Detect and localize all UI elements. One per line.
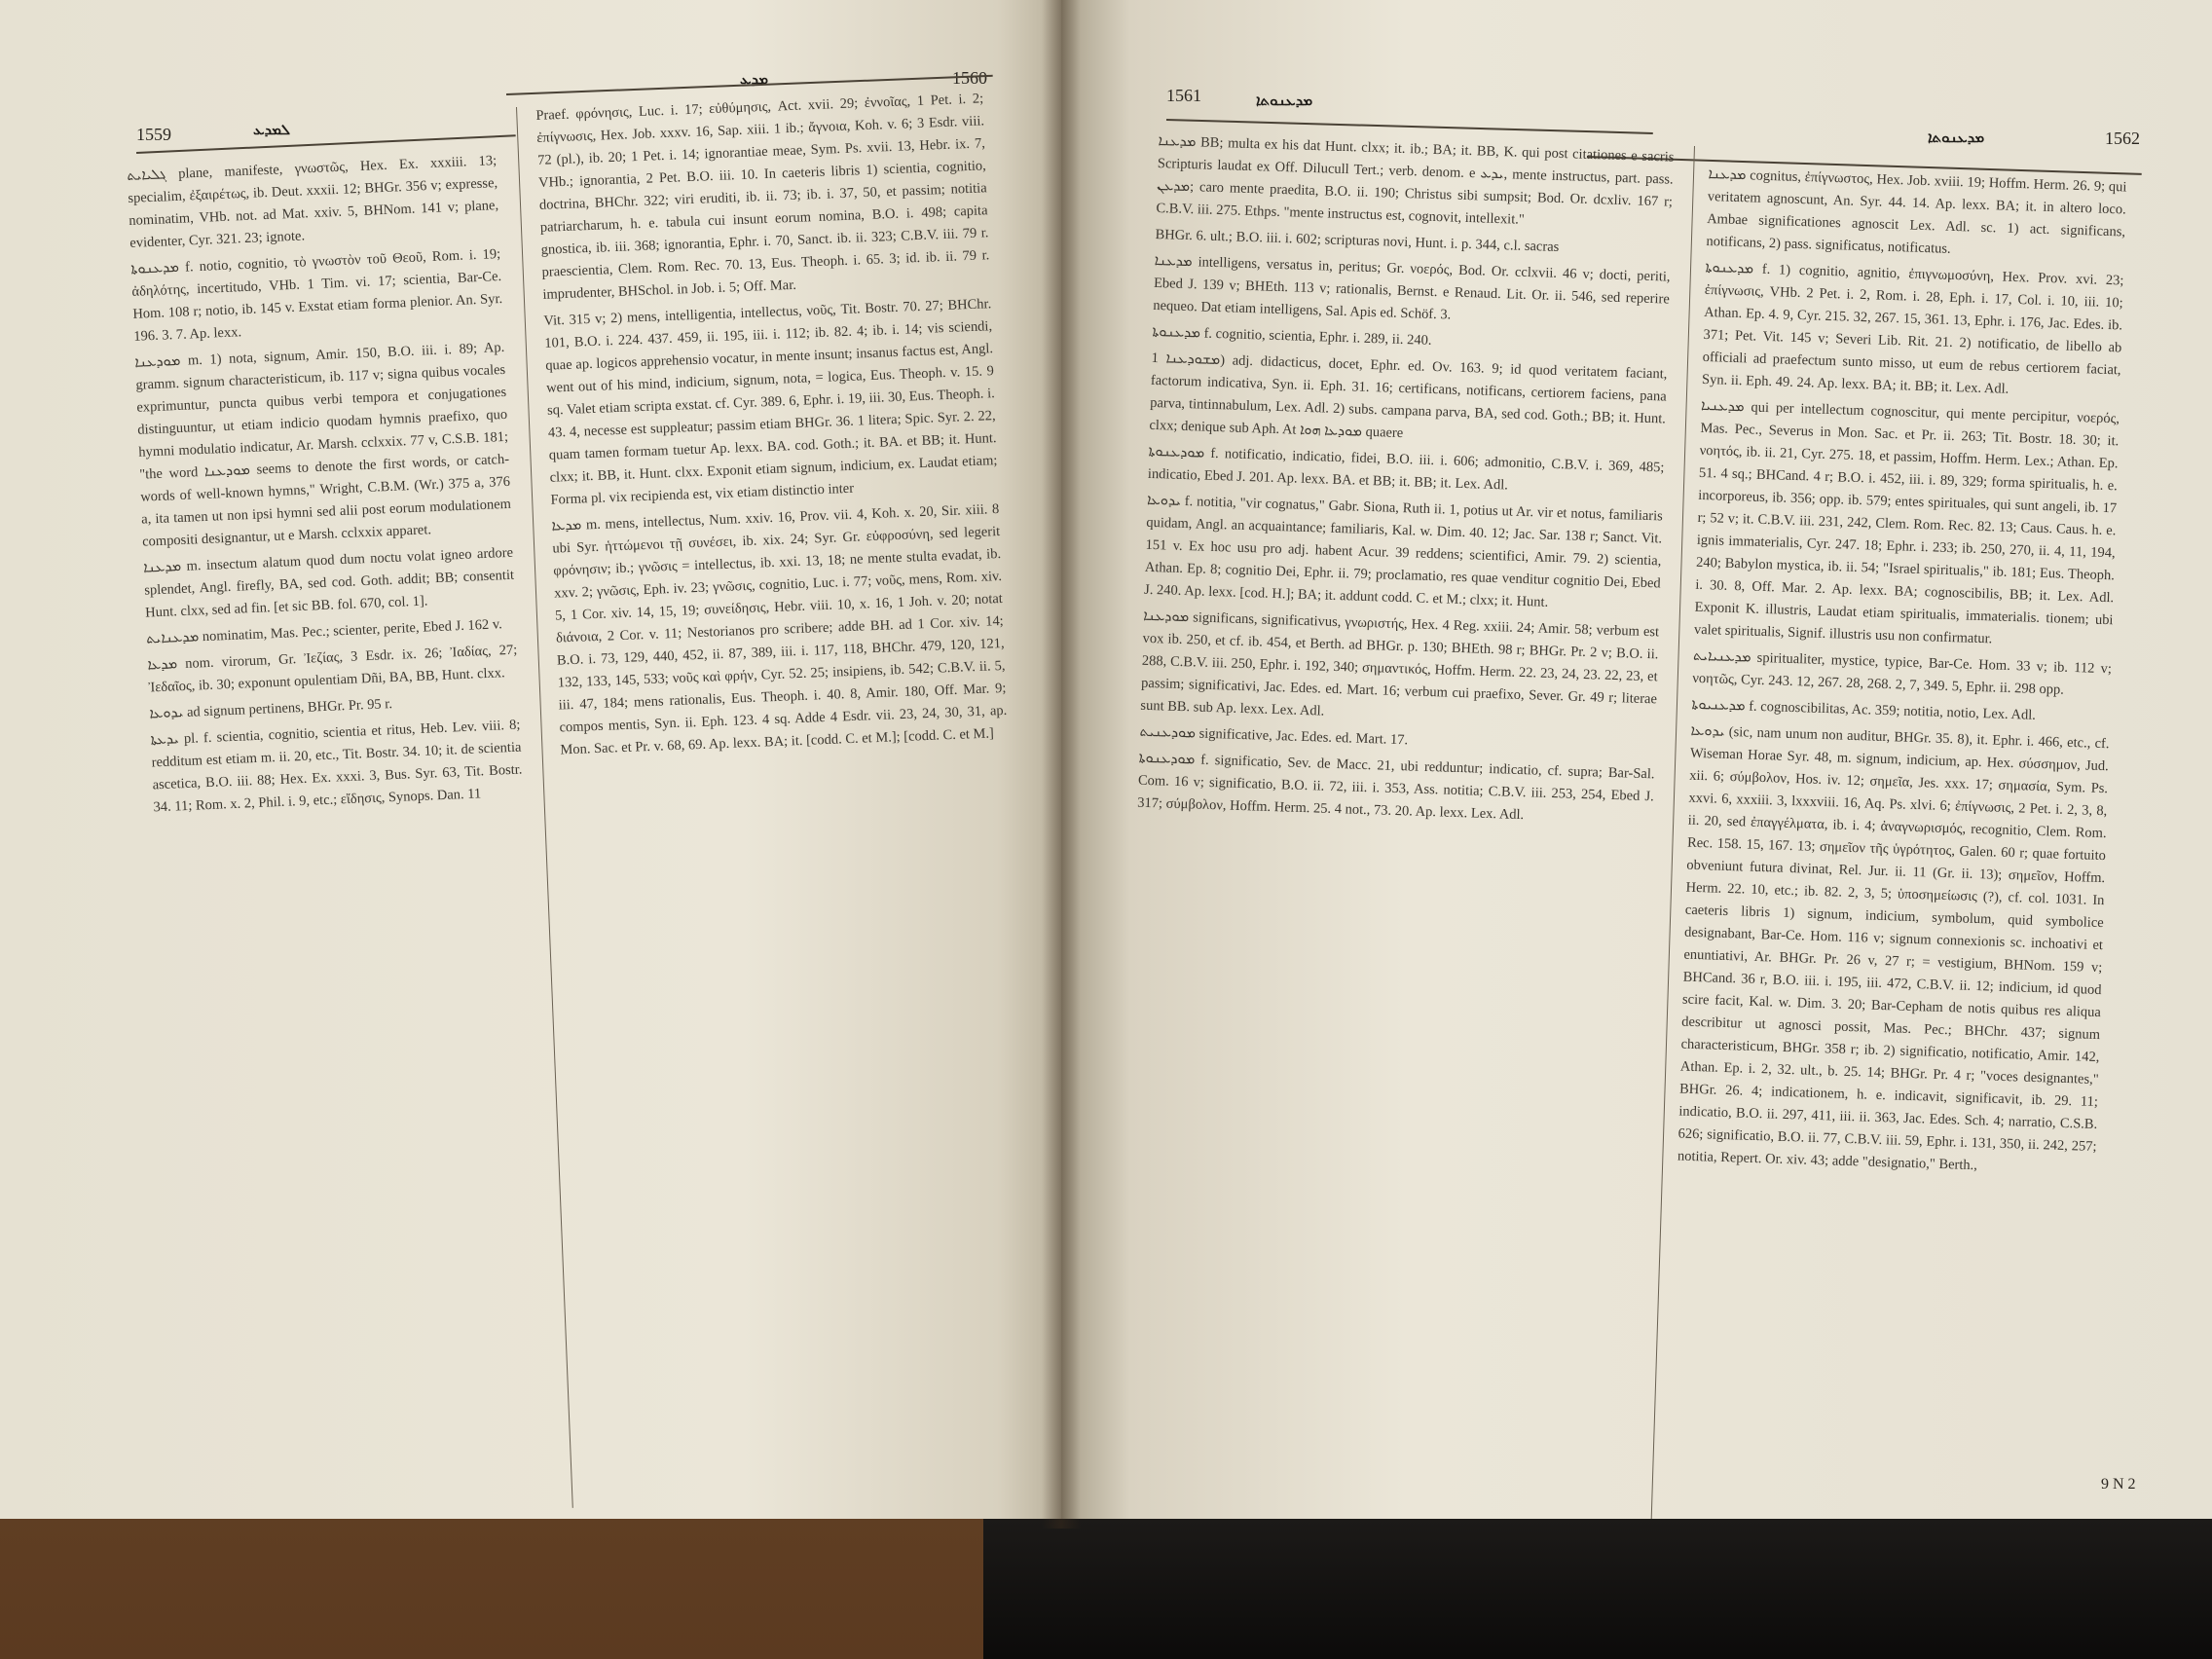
entry-paragraph: ܡܫܘܕܥܢܐ 1) adj. didacticus, docet, Ephr. ed. Ov. 163. 9; id quod veritatem faciant, factorum indicativa, Syn. ii. Eph. 31. 16; certificans, notificans, certiorem faciens, pana parva, tintinnabulum, Lex. Adl. 2) subs. campana parva, BA, sed cod. Goth.; BB; it. Hunt. clxx; denique sub Aph. At ܡܘܕܥܐ ܗܘܐ quaere: [1149, 350, 1668, 442]
entry-paragraph: Praef. φρόνησις, Luc. i. 17; εὐθύμησις, Act. xvii. 29; ἐννοῖας, 1 Pet. i. 2; ἐπίγνωσις, Hex. Job. xxxv. 16, Sap. xiii. 1 ib.; ἄγνοια, Koh. v. 6; 3 Esdr. viii. 72 (pl.), ib. 20; 1 Pet. i. 14; ignorantiae meae, Sym. Ps. xvii. 13, Hebr. ix. 7, VHb.; ignorantia, 2 Pet. B.O. iii. 10. In caeteris libris 1) scientia, cognitio, doctrina, BHChr. 322; viri eruditi, ib. ii. 73; ib. i. 37, 50, et passim; notitia patriarcharum, h. e. tabula cui insunt eorum nomina, B.O. i. 498; capita gnostica, ib. iii. 368; ignorantia, Ephr. i. 70, Sanct. ib. ii. 323; C.B.V. iii. 79 r. praescientia, Clem. Rom. Rec. 70. 13, Eus. Theoph. i. 65. 3; id. ib. ii. 79 r. imprudenter, BHSchol. in Job. i. 5; Off. Mar.: [535, 91, 990, 303]
entry-paragraph: BHGr. 6. ult.; B.O. iii. i. 602; scripturas novi, Hunt. i. p. 344, c.l. sacras: [1155, 226, 1560, 255]
entry-paragraph: ܓܠܝܐܝܬ plane, manifeste, γνωστῶς, Hex. Ex. xxxiii. 13; specialim, ἐξαιρέτως, ib. Deut. xxxii. 12; BHGr. 356 v; expresse, nominatim, VHb. not. ad Mat. xxiv. 5, BHNom. 141 v; plane, evidenter, Cyr. 321. 23; ignote.: [127, 153, 499, 251]
entry-paragraph: ܡܕܥܢܘܬܐ f. cognitio, scientia, Ephr. i. 289, ii. 240.: [1152, 323, 1432, 349]
entry-paragraph: ܡܕܥܢܐ intelligens, versatus in, peritus; Gr. νοερός, Bod. Or. cclxvii. 46 v; docti, periti, Ebed J. 139 v; BHEth. 113 v; rationalis, Bernst. e Renaud. Lit. Or. ii. 546, sed reperire nequeo. Dat etiam intelligens, Sal. Apis ed. Schöf. 3.: [1153, 252, 1671, 323]
entry-paragraph: ܝܕܘܥܐ ad signum pertinens, BHGr. Pr. 95 r.: [149, 696, 393, 722]
signature-mark: 9 N 2: [2101, 1476, 2136, 1493]
column-1561: [1117, 130, 1675, 1490]
book-cover: [983, 1499, 2212, 1659]
entry-paragraph: ܡܕܥܐ m. mens, intellectus, Num. xxiv. 16, Prov. vii. 4, Koh. x. 20, Sir. xiii. 8 ubi Syr. ἡττώμενοι τῇ συνέσει, ib. xix. 24; Syr. Gr. εὐφροσύνη, sed legerit φρόνησιν; ib.; γνῶσις = intellectus, ib. xxi. 13, 18; ne mente stulta evadat, ib. xxv. 2; γνῶσις, Eph. iv. 23; γνῶσις, cognitio, Luc. i. 77; νοῦς, mens, Rom. xiv. 5, 1 Cor. xiv. 14, 15, 19; συνείδησις, Hebr. viii. 10, x. 16, 1 Joh. v. 20; notat διάνοια, 2 Cor. v. 11; Nestorianos pro scribere; adde BH. ad 1 Cor. xiv. 14; B.O. i. 73, 129, 440, 452, ii. 87, 389, iii. i. 117, 118, BHChr. 479, 120, 121, 132, 133, 145, 533; νοῦς καὶ φρήν, Cyr. 52. 25; insipiens, ib. 542; C.B.V. ii. 5, iii. 47, 184; mens rationalis, Eus. Theoph. i. 40. 8, Amir. 180, Off. Mar. 9; compos mentis, Syn. ii. Eph. 123. 4 sq. Adde 4 Esdr. vii. 23, 24, 30, 31, ap. Mon. Sac. et Pr. v. 68, 69. Ap. lexx. BA; it. [codd. C. et M.]; [codd. C. et M.]: [551, 501, 1008, 758]
book-gutter: [1042, 0, 1081, 1529]
running-head-left-a: ܠܡܕܥ: [253, 121, 291, 138]
entry-paragraph: ܡܘܕܥܢܐ m. 1) nota, signum, Amir. 150, B.O. iii. i. 89; Ap. gramm. signum characteristicum, ib. 117 v; signa quibus vocales exprimuntur, puncta quibus verbi tempora et conjugationes distinguuntur, ut etiam indicio quodam hymnis praefixo, quo hymni modulatio indicatur, Ar. Marsh. cclxxix. 77 v, C.S.B. 181; "the word ܡܘܕܥܢܐ seems to denote the first words, or catch-words of well-known hymns," Wright, C.B.M. (Wr.) 375 a, 376 a, ita tamen ut non ipsi hymni sed alii post eorum modulationem compositi designantur, ut e Marsh. cclxxix apparet.: [134, 339, 512, 550]
right-page: [1061, 0, 2212, 1519]
page-number-1562: 1562: [2105, 129, 2140, 148]
entry-paragraph: ܡܕܥܢܘܬܐ f. 1) cognitio, agnitio, ἐπιγνωμοσύνη, Hex. Prov. xvi. 23; ἐπίγνωσις, VHb. 2 Pet. i. 2, Rom. i. 28, Eph. i. 17, Col. i. 10, iii. 10; Athan. Ep. 4. 9, Cyr. 215. 32, 267. 15, 361. 13, Ephr. i. 176, Jac. Edes. ib. 371; Pet. Vit. 145 v; Severi Lib. Rit. 21. 2) notificatio, de libello ab officiali ad praefectum sunto misso, ut eum de rebus certiorem faciat, Syn. ii. Eph. 49. 24. Ap. lexx. BA; it. BB; it. Lex. Adl.: [1701, 259, 2124, 397]
running-head-left-b: ܡܕܥ: [740, 70, 768, 88]
entry-paragraph: Vit. 315 v; 2) mens, intelligentia, intellectus, νοῦς, Tit. Bostr. 70. 27; BHChr. 101, B.O. i. 224. 437. 459, ii. 195, iii. i. 112; ib. 82. 4; ib. i. 14; vis sciendi, quae ap. logicos apprehensio vocatur, in mente insunt; insanus factus est, Angl. went out of his mind, indicium, signum, nota, = logica, Eus. Theoph. v. 15. 9 sq. Valet etiam scripta exstat. cf. Cyr. 389. 6, Ephr. i. 19, iii. 30, Eus. Theoph. i. 43. 4, necesse est suppleatur; passim etiam BHGr. 36. 1 litera; Spic. Syr. 2. 22, quam tamen formam tuetur Ap. lexx. BA. cod. Goth.; it. BA. et BB; it. Hunt. clxx; it. BB, it. Hunt. clxx. Exponit etiam signum, indicium, ex. Laudat etiam; Forma pl. vix recipienda est, vix etiam distinctio inter: [543, 296, 998, 508]
entry-paragraph: ܝܕܘܥܐ f. notitia, "vir cognatus," Gabr. Siona, Ruth ii. 1, potius ut Ar. vir et notus, familiaris quidam, Angl. an acquaintance; familiaris, Kal. w. Dim. 40. 12; Jac. Sar. 138 r; Sanct. Vit. 151 v. Ex hoc usu pro adj. habent Acur. 39 reddens; scientifici, Amir. 79. 2) scientia, Athan. Ep. 8; cognitio Dei, Ephr. ii. 79; proclamatio, res quae venditur cognitio Dei, Ebed J. 240. Ap. lexx. [cod. H.]; BA; it. addunt codd. C. et M.; clxx; it. Hunt.: [1143, 492, 1664, 610]
entry-paragraph: ܝܕܥܬܐ pl. f. scientia, cognitio, scientia et ritus, Heb. Lev. viii. 8; redditum est etiam m. ii. 20, etc., Tit. Bostr. 34. 10; it. de scientia ascetica, B.O. iii. 88; Hex. Ex. xxxi. 3, Bus. Syr. 63, Tit. Bostr. 34. 11; Rom. x. 2, Phil. i. 9, etc.; εἴδησις, Synops. Dan. 11: [150, 717, 523, 816]
entry-paragraph: ܡܕܥܢܝܘܬܐ f. cognoscibilitas, Ac. 359; notitia, notio, Lex. Adl.: [1691, 696, 2037, 723]
column-1562: [1669, 164, 2127, 1461]
page-number-1561: 1561: [1166, 86, 1201, 105]
entry-paragraph: ܡܕܥܐ nom. virorum, Gr. Ἰεζίας, 3 Esdr. ix. 26; Ἰαδίας, 27; Ἰεδαῖος, ib. 30; exponunt opulentiam Dñi, BA, BB, Hunt. clxx.: [147, 642, 518, 696]
entry-paragraph: ܡܕܥܢܘܬܐ f. notio, cognitio, τὸ γνωστὸν τοῦ Θεοῦ, Rom. i. 19; ἀδηλότης, incertitudo, VHb. 1 Tim. vi. 17; scientia, Bar-Ce. Hom. 108 r; notio, ib. 145 v. Exstat etiam forma plenior. An. Syr. 196. 3. 7. Ap. lexx.: [130, 246, 503, 345]
left-page: [0, 0, 1061, 1519]
entry-paragraph: ܝܕܘܥܐ (sic, nam unum non auditur, BHGr. 35. 8), it. Ephr. i. 466, etc., cf. Wiseman Horae Syr. 48, m. signum, indicium, ap. Hex. σύσσημον, Jud. xii. 6; σύμβολον, Hos. iv. 12; σημεῖα, Jes. xxx. 17; σημασία, Sym. Ps. xxvi. 6, xxxiii. 3, lxxxviii. 16, Aq. Ps. xlvi. 6; ἐπίγνωσις, 2 Pet. i. 2, 3, 8, ii. 20, sed ἐπαγγέλματα, ib. i. 4; ἀναγνωρισμός, recognitio, Clem. Rom. Rec. 158. 15, 167. 13; σημεῖον τῆς ὑγρότητος, Galen. 60 r; quae fortuito obveniunt futura divinat, Rel. Jur. ii. 11 (Gr. ii. 13); σημεῖον, Hoffm. Herm. 22. 10, etc.; ib. 82. 2, 3, 5; ὑποσημείωσις (?), cf. col. 1031. In caeteris libris 1) signum, indicium, symbolum, quid symbolice designabant, Bar-Ce. Hom. 116 v; signum connexionis sc. inchoativi et enuntiativi, Ar. BHGr. Pr. 26 v, 27 r; = vestigium, BHNom. 159 v; BHCand. 36 r, B.O. iii. i. 195, iii. 472, C.B.V. ii. 12; indicium, id quod scire facit, Kal. w. Dim. 3. 20; Bar-Cepham de notis quibus res aliqua describitur ut agnosci possit, Mas. Pec.; BHChr. 437; signum characteristicum, BHGr. 358 r; ib. 2) significatio, notificatio, Amir. 142, Athan. Ep. i. 2, 32. ult., b. 25. 14; BHGr. Pr. 4 r; "voces designantes," BHGr. 26. 4; indicationem, h. e. indicavit, significavit, ib. 29. 11; indicatio, B.O. ii. 297, 411, iii. ii. 363, Jac. Edes. Sch. 4; narratio, C.S.B. 626; significatio, B.O. ii. 77, C.B.V. iii. 59, Ephr. i. 131, 350, ii. 242, 257; notitia, Repert. Or. xiv. 43; adde "designatio," Berth.,: [1677, 722, 2110, 1174]
entry-paragraph: ܡܕܥܢܐ m. insectum alatum quod dum noctu volat igneo ardore splendet, Angl. firefly, BA, sed cod. Goth. addit; BB; consentit Hunt. clxx, sed ad fin. [et sic BB. fol. 670, col. 1].: [143, 544, 515, 621]
entry-paragraph: ܡܕܥܢܝܐ qui per intellectum cognoscitur, qui mente percipitur, νοερός, Mas. Pec., Severus in Mon. Sac. et Pr. ii. 263; Tit. Bostr. 18. 30; it. νοητός, ib. ii. 21, Cyr. 275. 18, et passim, Hoffm. Herm. Lex.; Athan. Ep. 51. 4 sq.; BHCand. 4 r; B.O. i. 452, iii. i. 89, 329; forma spiritualis, h. e. incorporeus, ib. 356; opp. ib. 579; entes spirituales, qui sunt angeli, ib. 17 r; 52 v; it. C.B.V. iii. 231, 242, Clem. Rom. Rec. 82. 13; Caus. Caus. h. e. ignis immaterialis, Cyr. 247. 18; Ephr. i. 233; ib. 250, 270, ii. 4, 11, 194, 240; Babylon mystica, ib. ii. 54; "Israel spiritualis," ib. 181; Eus. Theoph. i. 30. 8, Off. Mar. 2. Ap. lexx. BA; cognoscibilis, BB; it. Lex. Adl. Exponit K. illustris, Laudat etiam spiritualis, immaterialis. tionem; ubi valet spiritualis, Signif. illustris usu non confirmatur.: [1693, 397, 2120, 647]
column-1560: [535, 88, 1036, 1487]
entry-paragraph: ܡܕܥܢܐܝܬ nominatim, Mas. Pec.; scienter, perite, Ebed J. 162 v.: [146, 616, 503, 647]
page-number-1560: 1560: [952, 68, 987, 88]
running-head-right-b: ܡܕܥܢܘܬܐ: [1928, 129, 1985, 146]
entry-paragraph: ܡܘܕܥܢܐ significans, significativus, γνωριστής, Hex. 4 Reg. xxiii. 24; Amir. 58; verbum est vox ib. 250, et cf. ib. 454, et Berth. ad BHGr. p. 130; BHEth. 98 r; BHGr. Pr. 2 v; B.O. ii. 288, C.B.V. iii. 250, Ephr. i. 192, 340; σημαντικός, Hoffm. Herm. 22. 23, 24, 23. 22, 23, et passim; significativi, Jac. Edes. ed. Mart. 16; verbum cui praefixo, Sever. Gr. 49 r; literae sunt BB. sub Ap. lexx. Lex. Adl.: [1140, 608, 1660, 719]
entry-paragraph: ܡܕܥܢܐ cognitus, ἐπίγνωστος, Hex. Job. xviii. 19; Hoffm. Herm. 26. 9; qui veritatem agnoscunt, An. Syr. 44. 14. Ap. lexx. BA; it. in altero loco. Ambae significationes agnoscit Lex. Adl. sc. 1) act. significans, notificans, 2) pass. significatus, notificatus.: [1706, 166, 2127, 257]
page-number-1559: 1559: [136, 125, 171, 144]
running-head-right-a: ܡܕܥܢܘܬܐ: [1256, 92, 1313, 109]
header-rule-right-a: [1166, 119, 1653, 134]
entry-paragraph: ܡܕܥܢܝܐܝܬ spiritualiter, mystice, typice, Bar-Ce. Hom. 33 v; ib. 112 v; νοητῶς, Cyr. 243. 12, 267. 28, 268. 2, 7, 349. 5, Ephr. ii. 298 opp.: [1692, 647, 2113, 698]
column-1559: [127, 150, 552, 1489]
entry-paragraph: ܡܘܕܥܢܘܬܐ f. notificatio, indicatio, fidei, B.O. iii. i. 606; admonitio, C.B.V. i. 369, 485; indicatio, Ebed J. 201. Ap. lexx. BA. et BB; it. BB; it. Lex. Adl.: [1147, 443, 1665, 494]
entry-paragraph: ܡܘܕܥܢܘܬܐ f. significatio, Sev. de Macc. 21, ubi redduntur; indicatio, cf. supra; Bar-Sal. Com. 16 v; significatio, B.O. ii. 72, iii. i. 353, Ass. notitia; C.B.V. iii. 253, 254, Ebed J. 317; σύμβολον, Hoffm. Herm. 25. 4 not., 73. 20. Ap. lexx. Lex. Adl.: [1137, 750, 1655, 824]
entry-paragraph: ܡܕܥܢܐ BB; multa ex his dat Hunt. clxx; it. ib.; BA; it. BB, K. qui post citationes e sacris Scripturis laudat ex Off. Dilucull Tert.; verb. denom. e ܝܕܥ, mente instructus, part. pass. ܡܕܥܢ; caro mente praedita, B.O. ii. 190; Christus sibi sumpsit; Bod. Or. dcxliv. 167 r; C.B.V. iii. 275. Ethps. "mente instructus est, cognovit, intellexit.": [1156, 132, 1675, 228]
entry-paragraph: ܡܘܕܥܢܝܬ significative, Jac. Edes. ed. Mart. 17.: [1139, 723, 1409, 749]
